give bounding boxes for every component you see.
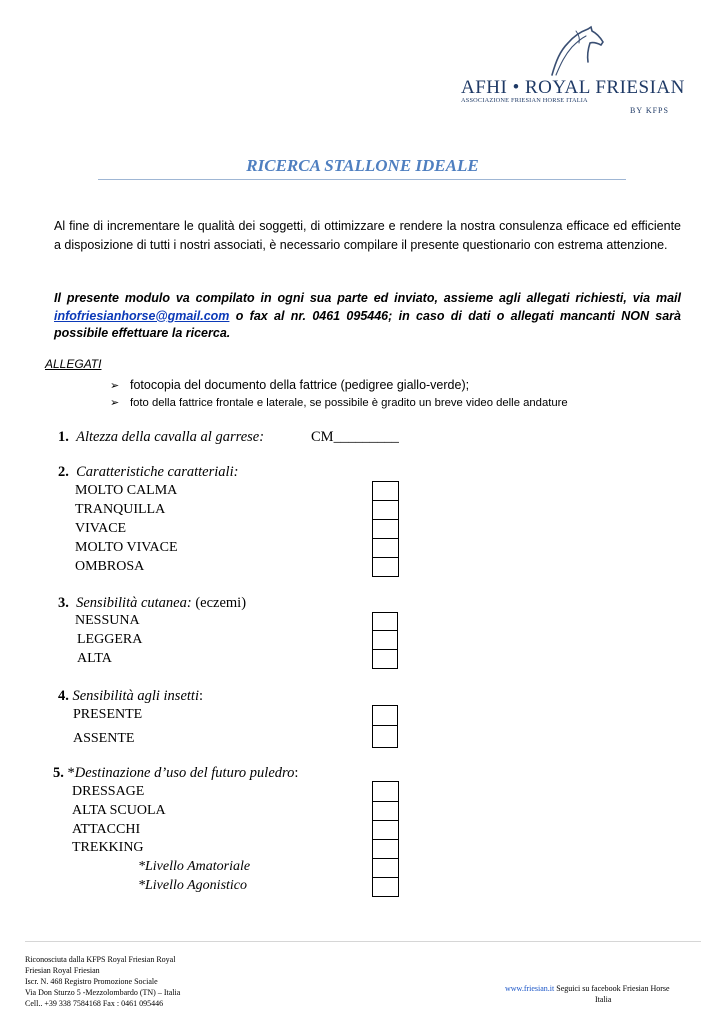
checkbox-nessuna[interactable]: [372, 612, 398, 632]
checkbox-leggera[interactable]: [372, 630, 398, 650]
checkbox-vivace[interactable]: [372, 519, 399, 539]
notice-paragraph: [54, 290, 681, 343]
option-label: MOLTO VIVACE: [75, 540, 178, 555]
question-label: Sensibilità cutanea:: [76, 595, 192, 611]
footer-line: Cell.. +39 338 7584168 Fax : 0461 095446: [25, 999, 164, 1008]
website-link[interactable]: www.friesian.it: [505, 984, 555, 993]
option-label: PRESENTE: [73, 707, 143, 722]
checkbox-assente[interactable]: [372, 725, 398, 748]
question-label: Caratteristiche caratteriali:: [76, 464, 239, 480]
footer-line: Iscr. N. 468 Registro Promozione Sociale: [25, 977, 158, 986]
option-label: ATTACCHI: [72, 822, 141, 837]
option-label: MOLTO CALMA: [75, 483, 178, 498]
option-label: OMBROSA: [75, 559, 145, 574]
checkbox-molto-calma[interactable]: [372, 481, 399, 501]
logo-subtitle: ASSOCIAZIONE FRIESIAN HORSE ITALIA: [461, 97, 588, 104]
question-5: [53, 765, 298, 782]
footer-line: Riconosciuta dalla KFPS Royal Friesian Royal: [25, 955, 176, 964]
checkbox-trekking[interactable]: [372, 839, 399, 859]
question-number: 2.: [58, 464, 69, 480]
allegati-heading: ALLEGATI: [45, 357, 102, 371]
option-label: TRANQUILLA: [75, 502, 166, 517]
question-1: [58, 429, 264, 446]
option-label: TREKKING: [72, 840, 144, 855]
checkbox-dressage[interactable]: [372, 781, 399, 802]
question-note: (eczemi): [191, 595, 247, 611]
notice-text-after: o fax al nr. 0461 095446; in caso di dati o allegati mancanti NON sarà possibile effettuare la ricerca.: [54, 308, 681, 340]
allegati-item: [110, 396, 568, 409]
allegati-item-text: fotocopia del documento della fattrice (pedigree giallo-verde);: [130, 378, 470, 392]
notice-text-before: Il presente modulo va compilato in ogni sua parte ed inviato, assieme agli allegati richiesti, via mail: [54, 291, 681, 305]
title-divider: [98, 179, 626, 180]
arrow-bullet-icon: ➢: [110, 397, 120, 409]
height-field[interactable]: CM_________: [311, 429, 399, 445]
checkbox-tranquilla[interactable]: [372, 500, 399, 520]
option-label: *Livello Agonistico: [138, 878, 248, 893]
question-label: Destinazione d’uso del futuro puledro: [74, 765, 295, 781]
horse-head-logo-icon: [546, 25, 606, 77]
option-label: *Livello Amatoriale: [138, 859, 251, 874]
question-number: 4.: [58, 688, 69, 704]
checkbox-molto-vivace[interactable]: [372, 538, 399, 558]
footer-address: [25, 954, 180, 1009]
question-label: Sensibilità agli insetti: [72, 688, 199, 704]
option-label: LEGGERA: [77, 632, 143, 647]
email-link[interactable]: infofriesianhorse@gmail.com: [54, 308, 230, 323]
footer-divider: [25, 941, 701, 942]
question-4: [58, 688, 203, 705]
question-3: [58, 595, 246, 612]
footer-line: Via Don Sturzo 5 -Mezzolombardo (TN) – Italia: [25, 988, 181, 997]
question-colon: :: [198, 688, 204, 704]
checkbox-alta[interactable]: [372, 649, 398, 669]
logo-by: BY KFPS: [630, 106, 669, 115]
option-label: ASSENTE: [73, 731, 135, 746]
footer-social: [505, 983, 670, 1005]
intro-paragraph: Al fine di incrementare le qualità dei soggetti, di ottimizzare e rendere la nostra consulenza efficace ed efficiente a disposizione di tutti i nostri associati, è necessario compilare il presente questionario con estrema attenzione.: [54, 219, 681, 252]
allegati-item-text: foto della fattrice frontale e laterale, se possibile è gradito un breve video delle andature: [130, 397, 568, 409]
allegati-item: [110, 378, 469, 392]
arrow-bullet-icon: ➢: [110, 380, 120, 392]
option-label: VIVACE: [75, 521, 127, 536]
checkbox-alta-scuola[interactable]: [372, 801, 399, 821]
question-number: 1.: [58, 429, 69, 445]
option-label: ALTA SCUOLA: [72, 803, 166, 818]
logo-title: AFHI • ROYAL FRIESIAN: [461, 77, 685, 98]
page-title: RICERCA STALLONE IDEALE: [246, 156, 479, 175]
facebook-text-line2: Italia: [595, 995, 612, 1004]
option-label: DRESSAGE: [72, 784, 145, 799]
checkbox-livello-agonistico[interactable]: [372, 877, 399, 897]
option-label: NESSUNA: [75, 613, 140, 628]
question-colon: :: [294, 765, 299, 781]
question-label: Altezza della cavalla al garrese:: [76, 429, 265, 445]
required-star: *: [63, 765, 75, 781]
checkbox-livello-amatoriale[interactable]: [372, 858, 399, 878]
question-number: 5.: [53, 765, 64, 781]
checkbox-presente[interactable]: [372, 705, 398, 726]
option-label: ALTA: [77, 651, 112, 666]
checkbox-attacchi[interactable]: [372, 820, 399, 840]
checkbox-ombrosa[interactable]: [372, 557, 399, 577]
facebook-text: Seguici su facebook Friesian Horse: [554, 984, 670, 993]
question-2: [58, 464, 238, 481]
footer-line: Friesian Royal Friesian: [25, 966, 100, 975]
question-number: 3.: [58, 595, 69, 611]
